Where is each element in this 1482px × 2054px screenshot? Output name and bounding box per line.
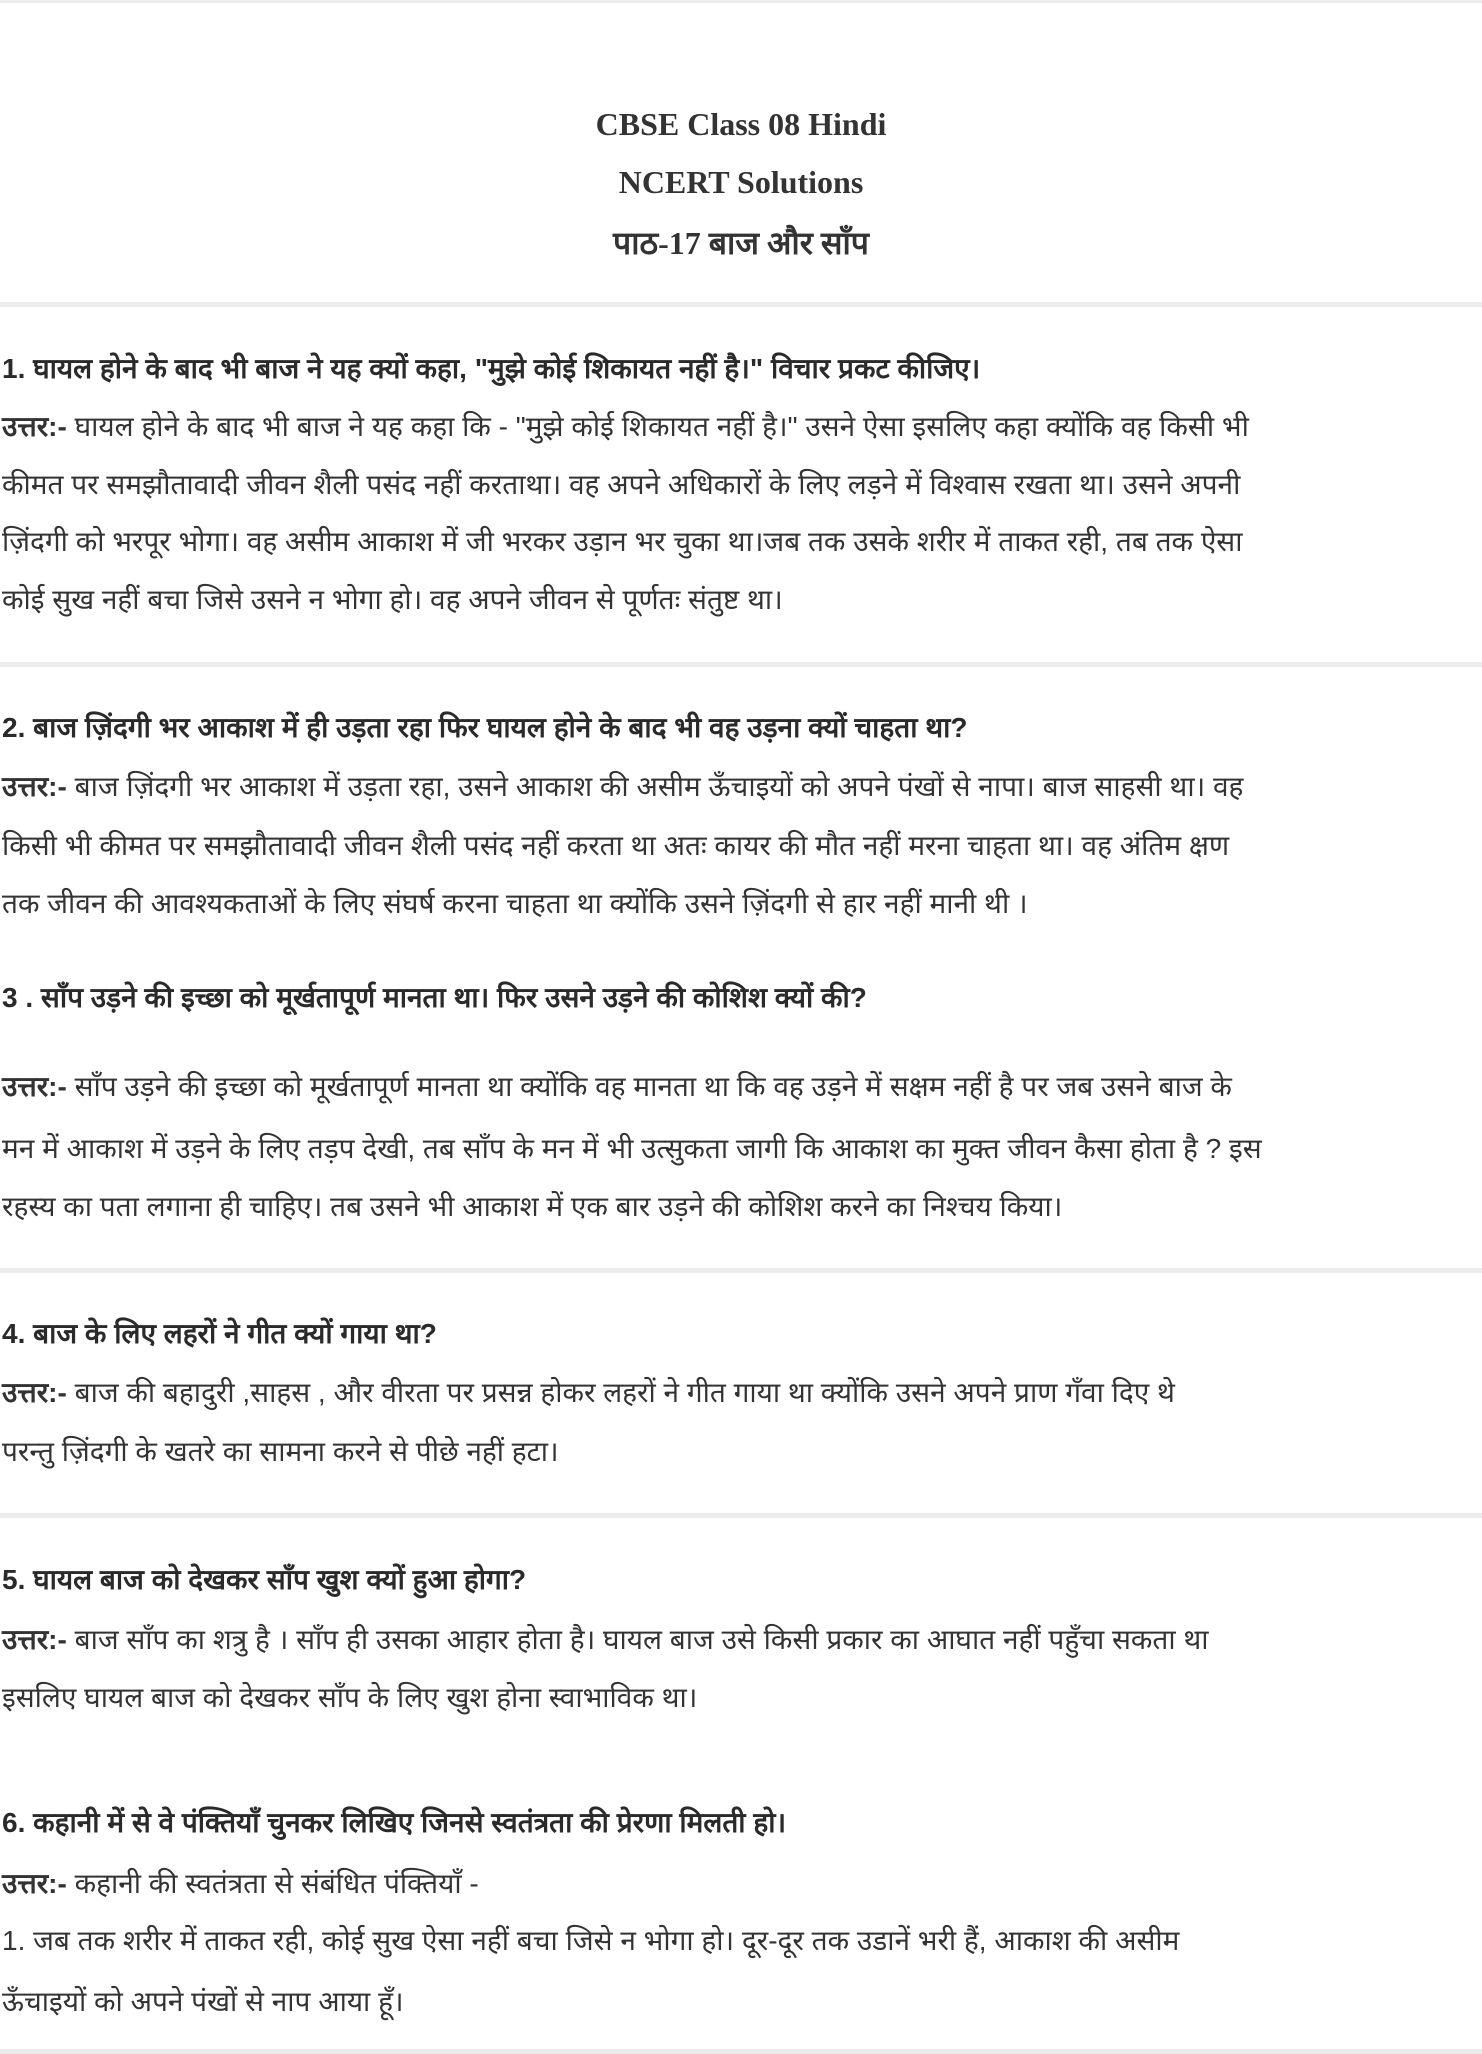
answer-3-line-3: रहस्य का पता लगाना ही चाहिए। तब उसने भी आकाश में एक बार उड़ने की कोशिश करने का निश्चय किया। [2, 1191, 1063, 1222]
answer-4-line-2: परन्तु ज़िंदगी के खतरे का सामना करने से पीछे नहीं हटा। [2, 1436, 559, 1467]
answer-1-line-2: कीमत पर समझौतावादी जीवन शैली पसंद नहीं करताथा। वह अपने अधिकारों के लिए लड़ने में विश्वास रखता था। उसने अपनी [2, 469, 1241, 500]
answer-text: साँप उड़ने की इच्छा को मूर्खतापूर्ण मानता था क्योंकि वह मानता था कि वह उड़ने में सक्षम नहीं है पर जब उसने बाज के [66, 1071, 1232, 1102]
answer-5-line-1 [2, 1622, 1209, 1658]
answer-label: उत्तर:- [2, 411, 67, 442]
answer-label: उत्तर:- [2, 1071, 67, 1102]
question-3: 3 . साँप उड़ने की इच्छा को मूर्खतापूर्ण मानता था। फिर उसने उड़ने की कोशिश क्यों की? [2, 982, 867, 1013]
question-5: 5. घायल बाज को देखकर साँप खुश क्यों हुआ होगा? [2, 1564, 527, 1595]
answer-6-line-1 [2, 1866, 479, 1902]
answer-3-line-2: मन में आकाश में उड़ने के लिए तड़प देखी, तब साँप के मन में भी उत्सुकता जागी कि आकाश का मुक्त जीवन कैसा होता है ? इस [2, 1133, 1262, 1164]
question-4: 4. बाज के लिए लहरों ने गीत क्यों गाया था? [2, 1318, 437, 1349]
answer-label: उत्तर:- [2, 1868, 67, 1899]
answer-text: बाज साँप का शत्रु है । साँप ही उसका आहार होता है। घायल बाज उसे किसी प्रकार का आघात नहीं पहुँचा सकता था [66, 1624, 1209, 1655]
answer-text: बाज ज़िंदगी भर आकाश में उड़ता रहा, उसने आकाश की असीम ऊँचाइयों को अपने पंखों से नापा। बाज साहसी था। वह [66, 771, 1244, 802]
question-6: 6. कहानी में से वे पंक्तियाँ चुनकर लिखिए जिनसे स्वतंत्रता की प्रेरणा मिलती हो। [2, 1807, 787, 1838]
answer-label: उत्तर:- [2, 1377, 67, 1408]
question-1: 1. घायल होने के बाद भी बाज ने यह क्यों कहा, "मुझे कोई शिकायत नहीं है।" विचार प्रकट कीजिए। [2, 353, 981, 384]
divider [0, 0, 1482, 3]
answer-4-line-1 [2, 1375, 1175, 1411]
answer-5-line-2: इसलिए घायल बाज को देखकर साँप के लिए खुश होना स्वाभाविक था। [2, 1682, 698, 1713]
chapter-title: पाठ-17 बाज और साँप [613, 225, 869, 261]
doc-title: CBSE Class 08 Hindi [595, 106, 887, 142]
answer-1-line-3: ज़िंदगी को भरपूर भोगा। वह असीम आकाश में जी भरकर उड़ान भर चुका था।जब तक उसके शरीर में ताकत रही, तब तक ऐसा [2, 526, 1243, 557]
answer-6-line-3: ऊँचाइयों को अपने पंखों से नाप आया हूँ। [2, 1986, 404, 2017]
answer-2-line-3: तक जीवन की आवश्यकताओं के लिए संघर्ष करना चाहता था क्योंकि उसने ज़िंदगी से हार नहीं मानी थी । [2, 888, 1028, 919]
answer-2-line-2: किसी भी कीमत पर समझौतावादी जीवन शैली पसंद नहीं करता था अतः कायर की मौत नहीं मरना चाहता था। वह अंतिम क्षण [2, 830, 1230, 861]
answer-3-line-1 [2, 1069, 1232, 1105]
doc-subtitle: NCERT Solutions [618, 164, 864, 200]
divider [0, 302, 1482, 307]
divider [0, 1268, 1482, 1273]
answer-label: उत्तर:- [2, 1624, 67, 1655]
answer-1-line-4: कोई सुख नहीं बचा जिसे उसने न भोगा हो। वह अपने जीवन से पूर्णतः संतुष्ट था। [2, 584, 783, 615]
answer-text: बाज की बहादुरी ,साहस , और वीरता पर प्रसन्न होकर लहरों ने गीत गाया था क्योंकि उसने अपने प्राण गँवा दिए थे [66, 1377, 1175, 1408]
answer-1-line-1 [2, 409, 1249, 445]
divider [0, 2049, 1482, 2054]
divider [0, 1513, 1482, 1518]
divider [0, 662, 1482, 667]
answer-label: उत्तर:- [2, 771, 67, 802]
answer-6-line-2: 1. जब तक शरीर में ताकत रही, कोई सुख ऐसा नहीं बचा जिसे न भोगा हो। दूर-दूर तक उडानें भरी हैं, आकाश की असीम [2, 1925, 1180, 1956]
answer-text: कहानी की स्वतंत्रता से संबंधित पंक्तियाँ - [66, 1868, 479, 1899]
answer-2-line-1 [2, 769, 1243, 805]
answer-text: घायल होने के बाद भी बाज ने यह कहा कि - "मुझे कोई शिकायत नहीं है।" उसने ऐसा इसलिए कहा क्योंकि वह किसी भी [66, 411, 1249, 442]
question-2: 2. बाज ज़िंदगी भर आकाश में ही उड़ता रहा फिर घायल होने के बाद भी वह उड़ना क्यों चाहता था? [2, 712, 968, 743]
